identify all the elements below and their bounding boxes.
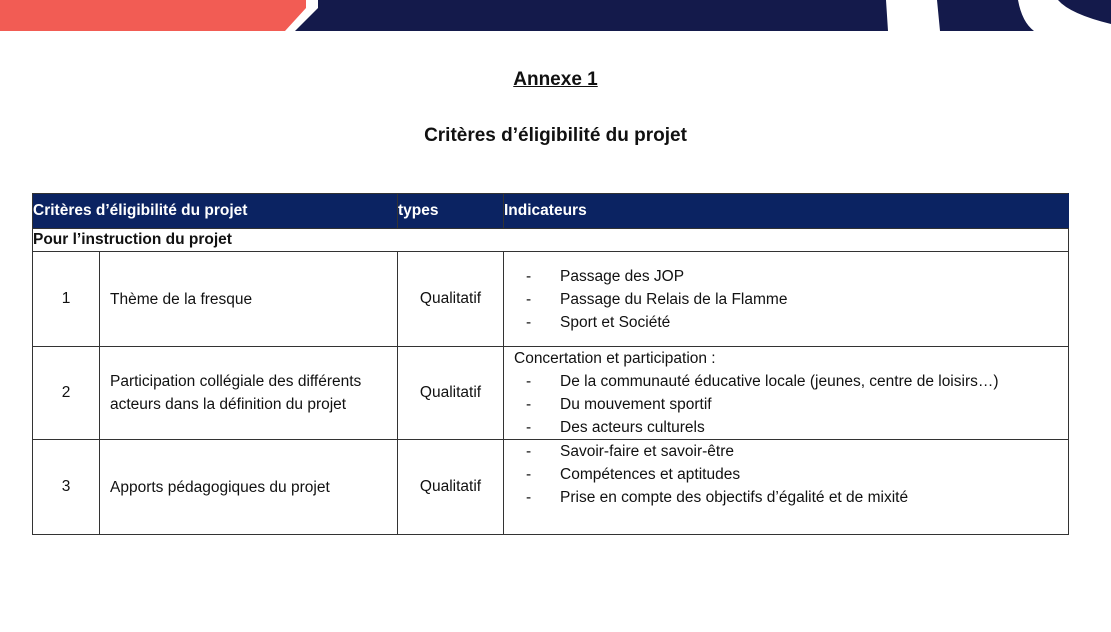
- table-row: [33, 252, 1069, 347]
- indicator-intro: Concertation et participation :: [514, 350, 716, 367]
- indicator-item: - Prise en compte des objectifs d’égalité et de mixité: [514, 486, 1068, 509]
- criterion-type: Qualitatif: [398, 440, 504, 535]
- indicator-item: - Du mouvement sportif: [514, 393, 1068, 416]
- banner-navy-shape: [295, 0, 888, 31]
- criterion-label: Thème de la fresque: [100, 252, 398, 347]
- header-banner: [0, 0, 1111, 31]
- indicator-list: [514, 440, 1068, 509]
- criterion-type: Qualitatif: [398, 347, 504, 440]
- table-header-row: [33, 194, 1069, 229]
- section-label: Pour l’instruction du projet: [33, 229, 1069, 252]
- criterion-number: 3: [33, 440, 100, 535]
- eligibility-criteria-table: [32, 193, 1069, 535]
- indicator-item: - Passage des JOP: [514, 265, 1068, 288]
- banner-navy-swoosh-shape: [1058, 0, 1111, 24]
- indicator-list: [514, 370, 1068, 439]
- criterion-type: Qualitatif: [398, 252, 504, 347]
- table-row: [33, 440, 1069, 535]
- section-row: [33, 229, 1069, 252]
- indicator-item: - Compétences et aptitudes: [514, 463, 1068, 486]
- indicator-item: - De la communauté éducative locale (jeunes, centre de loisirs…): [514, 370, 1068, 393]
- criterion-indicators: [504, 252, 1069, 347]
- banner-red-shape: [0, 0, 306, 31]
- indicator-item: - Passage du Relais de la Flamme: [514, 288, 1068, 311]
- banner-navy-curve-shape: [937, 0, 1034, 31]
- column-header-types: types: [398, 194, 504, 229]
- table-row: [33, 347, 1069, 440]
- indicator-item: - Sport et Société: [514, 311, 1068, 334]
- annex-title: Annexe 1: [513, 69, 598, 90]
- indicator-item: - Savoir-faire et savoir-être: [514, 440, 1068, 463]
- page-title: Critères d’éligibilité du projet: [424, 125, 687, 146]
- criterion-number: 1: [33, 252, 100, 347]
- criterion-label: Participation collégiale des différents acteurs dans la définition du projet: [100, 347, 398, 440]
- column-header-criteria: Critères d’éligibilité du projet: [33, 194, 398, 229]
- column-header-indicators: Indicateurs: [504, 194, 1069, 229]
- criterion-number: 2: [33, 347, 100, 440]
- criterion-indicators: [504, 347, 1069, 440]
- indicator-list: [514, 265, 1068, 334]
- indicator-item: - Des acteurs culturels: [514, 416, 1068, 439]
- criterion-indicators: [504, 440, 1069, 535]
- criterion-label: Apports pédagogiques du projet: [100, 440, 398, 535]
